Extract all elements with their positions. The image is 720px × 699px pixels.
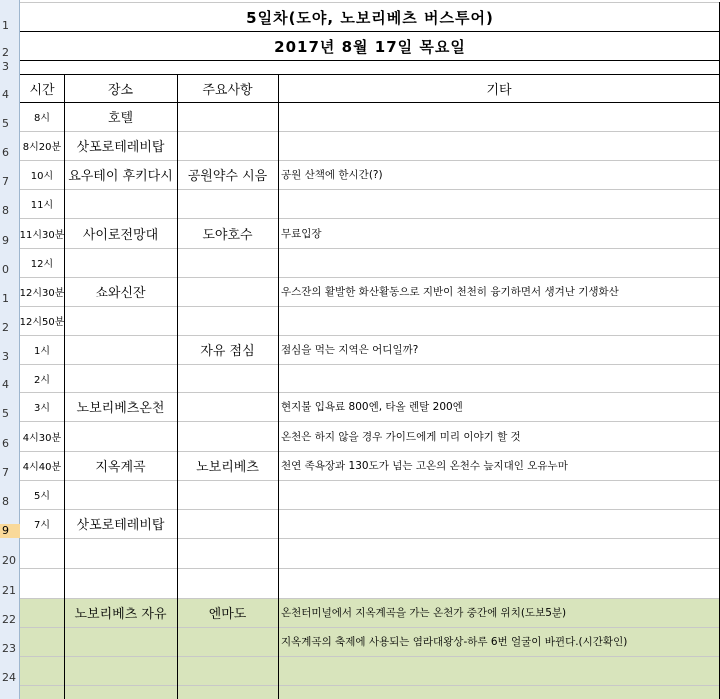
- cell-time[interactable]: 4시30분: [22, 432, 62, 444]
- cell-place[interactable]: [64, 480, 177, 509]
- cell-etc[interactable]: [278, 102, 720, 131]
- cell-etc[interactable]: [278, 656, 720, 685]
- row-divider: [20, 277, 720, 278]
- cell-etc[interactable]: 점심을 먹는 지역은 어디일까?: [281, 344, 419, 356]
- cell-main[interactable]: [177, 277, 278, 306]
- row-number[interactable]: 20: [2, 554, 16, 567]
- row-number[interactable]: 0: [2, 263, 9, 276]
- cell-time[interactable]: [20, 656, 64, 685]
- row-number[interactable]: 1: [2, 292, 9, 305]
- cell-time[interactable]: 11시: [30, 200, 54, 211]
- column-divider: [278, 74, 279, 699]
- cell-place[interactable]: 삿포로테레비탑: [76, 518, 165, 533]
- row-number[interactable]: 6: [2, 437, 9, 450]
- cell-main[interactable]: [177, 131, 278, 160]
- row-divider: [20, 218, 720, 219]
- cell-time[interactable]: 2시: [33, 374, 51, 386]
- row-divider: [20, 189, 720, 190]
- cell-main[interactable]: [177, 189, 278, 218]
- row-number[interactable]: 2: [2, 46, 9, 59]
- cell-place[interactable]: 지옥계곡: [95, 460, 146, 475]
- cell-etc[interactable]: 천연 족욕장과 130도가 넘는 고온의 온천수 늪지대인 오유누마: [281, 460, 568, 472]
- row-divider: [20, 480, 720, 481]
- row-divider: [20, 627, 720, 628]
- row-divider: [20, 568, 720, 569]
- cell-place[interactable]: [64, 568, 177, 598]
- column-divider: [64, 74, 65, 699]
- cell-etc[interactable]: [278, 189, 720, 218]
- cell-time[interactable]: [20, 538, 64, 568]
- cell-place[interactable]: [64, 248, 177, 277]
- cell-time[interactable]: 8시: [33, 113, 51, 124]
- cell-place[interactable]: 노보리베츠온천: [76, 401, 165, 416]
- row-divider: [20, 451, 720, 452]
- cell-main[interactable]: 자유 점심: [200, 344, 255, 359]
- row-divider: [20, 364, 720, 365]
- cell-main[interactable]: 노보리베츠: [196, 460, 259, 475]
- cell-main[interactable]: [177, 568, 278, 598]
- cell-etc[interactable]: [278, 131, 720, 160]
- cell-etc[interactable]: 온천터미널에서 지옥계곡을 가는 온천가 중간에 위치(도보5분): [281, 607, 567, 619]
- row-number[interactable]: 9: [2, 234, 9, 247]
- row-number[interactable]: 2: [2, 321, 9, 334]
- cell-main[interactable]: [177, 538, 278, 568]
- cell-etc[interactable]: 우스잔의 활발한 화산활동으로 지반이 천천히 융기하면서 생겨난 기생화산: [281, 286, 619, 298]
- row-number[interactable]: 3: [2, 60, 9, 73]
- cell-place[interactable]: [64, 627, 177, 656]
- cell-main[interactable]: 도야호수: [202, 227, 253, 243]
- row-number[interactable]: 8: [2, 495, 9, 508]
- row-divider: [20, 160, 720, 161]
- cell-place[interactable]: 쇼와신잔: [95, 286, 146, 301]
- header-time[interactable]: 시간: [29, 82, 55, 98]
- cell-place[interactable]: 노보리베츠 자유: [74, 607, 167, 622]
- cell-place[interactable]: 삿포로테레비탑: [76, 140, 165, 155]
- cell-etc[interactable]: [278, 538, 720, 568]
- cell-main[interactable]: 공원약수 시음: [187, 169, 268, 184]
- cell-etc[interactable]: 공원 산책에 한시간(?): [281, 169, 383, 181]
- cell-main[interactable]: [177, 627, 278, 656]
- cell-place[interactable]: [64, 421, 177, 451]
- row-divider: [20, 335, 720, 336]
- row-number[interactable]: 22: [2, 613, 16, 626]
- row-number[interactable]: 8: [2, 204, 9, 217]
- column-divider: [177, 74, 178, 699]
- row-divider: [20, 509, 720, 510]
- cell-place[interactable]: [64, 335, 177, 364]
- cell-main[interactable]: [177, 480, 278, 509]
- row-divider: [20, 538, 720, 539]
- cell-etc[interactable]: [278, 568, 720, 598]
- cell-main[interactable]: [177, 656, 278, 685]
- cell-place[interactable]: [64, 306, 177, 335]
- row-divider: [20, 102, 720, 103]
- row-number[interactable]: 1: [2, 19, 9, 32]
- cell-time[interactable]: 3시: [33, 403, 51, 414]
- cell-time[interactable]: [20, 627, 64, 656]
- row-number[interactable]: 7: [2, 175, 9, 188]
- cell-etc[interactable]: 지옥계곡의 축제에 사용되는 염라대왕상-하루 6번 얼굴이 바뀐다.(시간확인): [281, 636, 628, 648]
- cell-etc[interactable]: [278, 248, 720, 277]
- row-number[interactable]: 5: [2, 407, 9, 420]
- cell-time[interactable]: [20, 598, 64, 627]
- row-divider: [20, 656, 720, 657]
- cell-etc[interactable]: 무료입장: [281, 227, 322, 240]
- cell-etc[interactable]: 현지불 입욕료 800엔, 타올 렌탈 200엔: [281, 401, 463, 413]
- cell-time[interactable]: 1시: [33, 346, 51, 357]
- row-number[interactable]: 4: [2, 378, 9, 391]
- row-number[interactable]: 24: [2, 671, 16, 684]
- cell-time[interactable]: 12시30분: [20, 288, 64, 299]
- row-divider: [20, 248, 720, 249]
- row-divider: [20, 421, 720, 422]
- row-divider: [20, 2, 720, 3]
- cell-time[interactable]: 12시50분: [20, 317, 64, 328]
- row-divider: [20, 685, 720, 686]
- row-number[interactable]: 23: [2, 642, 16, 655]
- cell-time[interactable]: 7시: [33, 520, 51, 531]
- cell-main[interactable]: [177, 509, 278, 538]
- cell-etc[interactable]: 온천은 하지 않을 경우 가이드에게 미리 이야기 할 것: [281, 430, 521, 443]
- row-number[interactable]: 5: [2, 117, 9, 130]
- cell-main[interactable]: [177, 392, 278, 421]
- cell-etc[interactable]: [278, 306, 720, 335]
- cell-place[interactable]: [64, 189, 177, 218]
- row-number[interactable]: 9: [0, 524, 20, 538]
- cell-etc[interactable]: [278, 480, 720, 509]
- cell-time[interactable]: 11시30분: [20, 229, 64, 241]
- row-number[interactable]: 6: [2, 146, 9, 159]
- row-divider: [20, 60, 720, 61]
- cell-time[interactable]: [20, 568, 64, 598]
- row-number[interactable]: 7: [2, 466, 9, 479]
- cell-time[interactable]: 5시: [33, 491, 51, 502]
- row-divider: [20, 392, 720, 393]
- cell-main[interactable]: [177, 102, 278, 131]
- cell-time[interactable]: 8시20분: [22, 142, 62, 153]
- row-divider: [20, 306, 720, 307]
- header-place[interactable]: 장소: [107, 82, 134, 98]
- cell-place[interactable]: 사이로전망대: [82, 227, 159, 243]
- cell-place[interactable]: [64, 538, 177, 568]
- cell-main[interactable]: 엔마도: [208, 607, 247, 622]
- cell-time[interactable]: 12시: [30, 259, 54, 270]
- cell-etc[interactable]: [278, 509, 720, 538]
- header-etc[interactable]: 기타: [486, 82, 512, 98]
- row-divider: [20, 598, 720, 599]
- cell-main[interactable]: [177, 248, 278, 277]
- cell-etc[interactable]: [278, 364, 720, 392]
- row-number[interactable]: 21: [2, 584, 16, 597]
- cell-main[interactable]: [177, 306, 278, 335]
- header-main[interactable]: 주요사항: [202, 82, 253, 98]
- cell-main[interactable]: [177, 421, 278, 451]
- cell-place[interactable]: [64, 364, 177, 392]
- row-divider: [20, 31, 720, 32]
- row-divider: [20, 131, 720, 132]
- row-divider: [20, 74, 720, 75]
- cell-place[interactable]: 호텔: [107, 111, 134, 126]
- cell-main[interactable]: [177, 364, 278, 392]
- sheet-date[interactable]: 2017년 8월 17일 목요일: [274, 37, 466, 56]
- row-number[interactable]: 3: [2, 350, 9, 363]
- sheet-title[interactable]: 5일차(도야, 노보리베츠 버스투어): [246, 8, 494, 27]
- row-number[interactable]: 4: [2, 88, 9, 101]
- cell-place[interactable]: 요우테이 후키다시: [68, 169, 173, 184]
- cell-time[interactable]: 10시: [30, 171, 54, 182]
- cell-place[interactable]: [64, 656, 177, 685]
- cell-time[interactable]: 4시40분: [22, 462, 62, 473]
